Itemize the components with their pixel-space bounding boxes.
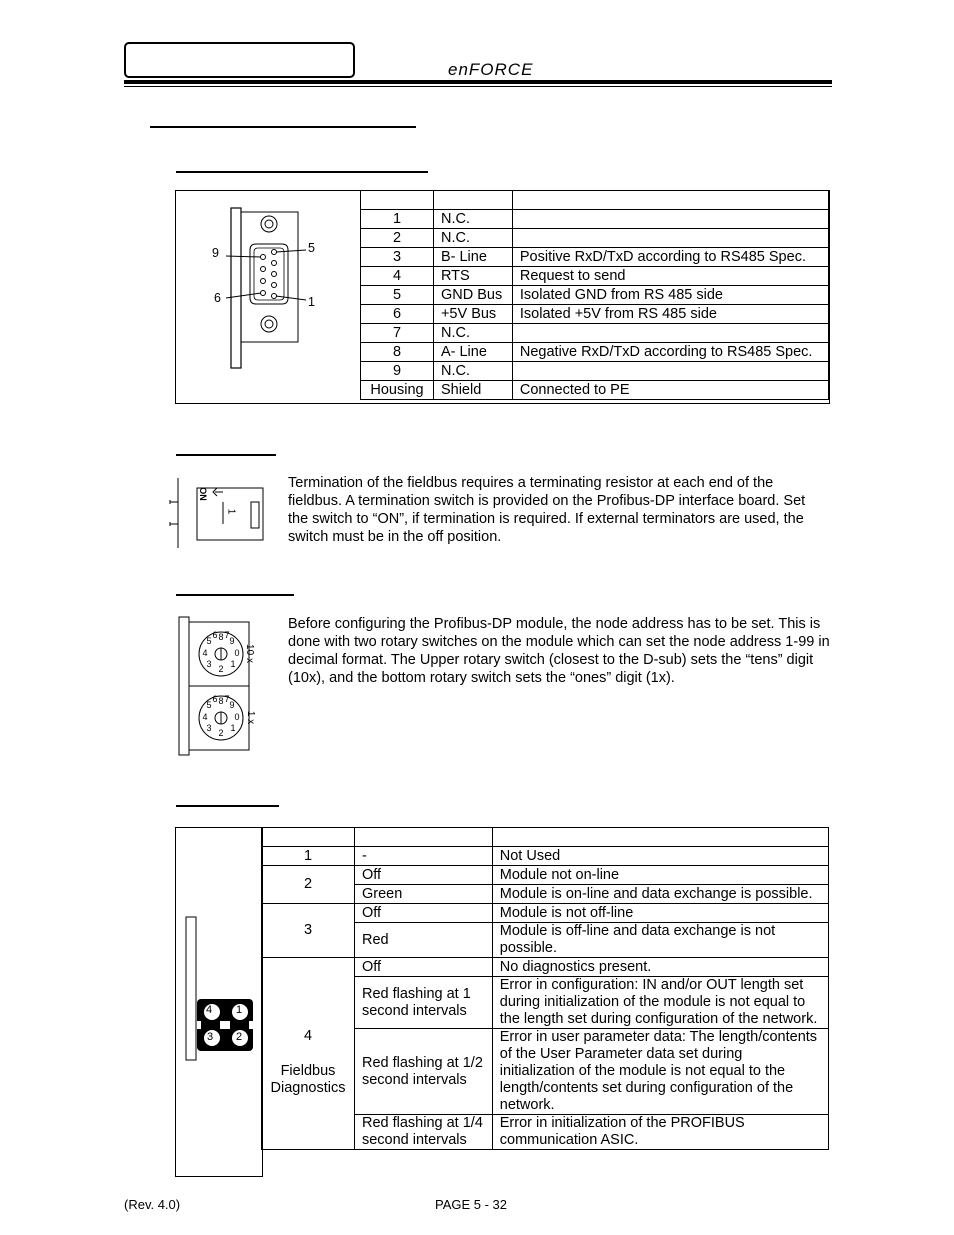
pin-signal: N.C. — [433, 324, 512, 343]
header-rule-thin — [124, 86, 832, 87]
pin-signal: RTS — [433, 267, 512, 286]
pin-signal: N.C. — [433, 362, 512, 381]
section-heading-underline — [150, 126, 416, 128]
termination-heading-underline — [176, 454, 276, 456]
switch-one-label: 1 — [225, 508, 237, 515]
led-description: Module is on-line and data exchange is possible. — [492, 885, 828, 904]
address-heading-underline — [176, 594, 294, 596]
pin-number: 1 — [361, 210, 434, 229]
header-box — [124, 42, 355, 78]
pin-description: Isolated +5V from RS 485 side — [512, 305, 828, 324]
svg-text:5: 5 — [206, 700, 212, 710]
pin-description: Connected to PE — [512, 381, 828, 400]
led-state: Red flashing at 1/2 second intervals — [354, 1029, 492, 1115]
led-state: Red flashing at 1 second intervals — [354, 977, 492, 1029]
pin-label-1: 1 — [308, 295, 315, 309]
pin-number: 3 — [361, 248, 434, 267]
pin-description — [512, 362, 828, 381]
address-text: Before configuring the Profibus-DP module, the node address has to be set. This is done with two rotary switches on the module which can set the node address 1-99 in decimal format. The Upper rotary switch (closest to the D-sub) sets the “tens” digit (10x), and the bottom rotary switch sets the “ones” digit (1x). — [288, 616, 830, 686]
svg-text:9: 9 — [229, 636, 235, 646]
upper-switch-label: 10 x — [243, 644, 255, 663]
svg-text:8: 8 — [218, 632, 224, 642]
table-row — [262, 958, 829, 977]
svg-text:0: 0 — [234, 712, 240, 722]
pin-number: 4 — [361, 267, 434, 286]
led-number: 3 — [262, 904, 355, 958]
pin-number: 5 — [361, 286, 434, 305]
table-row — [262, 866, 829, 885]
led-state: Off — [354, 904, 492, 923]
led-number: 4 — [303, 1028, 313, 1044]
led-description: Module is off-line and data exchange is not possible. — [492, 923, 828, 958]
pin-number: 6 — [361, 305, 434, 324]
svg-text:7: 7 — [224, 630, 230, 640]
pin-label-9: 9 — [212, 246, 219, 260]
led-state: Off — [354, 958, 492, 977]
pin-number: Housing — [361, 381, 434, 400]
pin-description — [512, 229, 828, 248]
svg-text:9: 9 — [229, 700, 235, 710]
svg-text:4: 4 — [202, 648, 208, 658]
termination-switch-drawing — [165, 474, 270, 554]
led-name: Fieldbus Diagnostics — [270, 1063, 346, 1096]
led-module-drawing — [182, 915, 257, 1065]
led-state: Off — [354, 866, 492, 885]
pin-label-5: 5 — [308, 241, 315, 255]
switch-on-label: ON — [197, 487, 208, 501]
pin-number: 9 — [361, 362, 434, 381]
footer-page-number: PAGE 5 - 32 — [435, 1197, 508, 1212]
pin-number: 7 — [361, 324, 434, 343]
dsub-connector-drawing — [178, 200, 358, 375]
table-row — [361, 267, 829, 286]
svg-text:3: 3 — [206, 659, 212, 669]
led-state: Red flashing at 1/4 second intervals — [354, 1115, 492, 1150]
led-number-3: 3 — [207, 1031, 214, 1043]
led-number-2: 2 — [236, 1031, 243, 1043]
table-row — [361, 210, 829, 229]
pin-label-6: 6 — [214, 291, 221, 305]
svg-text:2: 2 — [218, 728, 224, 738]
lower-switch-label: 1 x — [245, 710, 257, 725]
led-state: Green — [354, 885, 492, 904]
pin-signal: Shield — [433, 381, 512, 400]
led-heading-underline — [176, 805, 279, 807]
table-row — [361, 286, 829, 305]
rotary-switches-drawing — [176, 614, 266, 759]
led-number: 2 — [262, 866, 355, 904]
table-row — [361, 362, 829, 381]
pin-description: Isolated GND from RS 485 side — [512, 286, 828, 305]
svg-text:8: 8 — [218, 696, 224, 706]
svg-text:6: 6 — [212, 630, 218, 640]
table-row — [361, 229, 829, 248]
pin-number: 8 — [361, 343, 434, 362]
led-description: No diagnostics present. — [492, 958, 828, 977]
pin-table — [360, 190, 829, 400]
pin-signal: +5V Bus — [433, 305, 512, 324]
table-row — [361, 343, 829, 362]
led-description: Module is not off-line — [492, 904, 828, 923]
led-number: 1 — [262, 847, 355, 866]
pin-description: Negative RxD/TxD according to RS485 Spec. — [512, 343, 828, 362]
led-number-4: 4 — [206, 1004, 213, 1016]
svg-text:1: 1 — [230, 659, 236, 669]
led-description: Error in configuration: IN and/or OUT length set during initialization of the module is not equal to the length set during configuration of the network. — [492, 977, 828, 1029]
svg-text:4: 4 — [202, 712, 208, 722]
pin-signal: N.C. — [433, 210, 512, 229]
table-row — [361, 324, 829, 343]
connector-heading-underline — [176, 171, 428, 173]
table-row — [262, 904, 829, 923]
table-row — [262, 847, 829, 866]
pin-description: Request to send — [512, 267, 828, 286]
termination-text: Termination of the fieldbus requires a terminating resistor at each end of the fieldbus. A termination switch is provided on the Profibus-DP interface board. Set the switch to “ON”, if termination is required. If external terminators are used, the switch must be in the off position. — [288, 475, 806, 545]
led-description: Error in initialization of the PROFIBUS communication ASIC. — [492, 1115, 828, 1150]
led-description: Not Used — [492, 847, 828, 866]
pin-signal: N.C. — [433, 229, 512, 248]
led-description: Error in user parameter data: The length/contents of the User Parameter data set during initialization of the module is not equal to the length/contents set during configuration of the network. — [492, 1029, 828, 1115]
led-state: Red — [354, 923, 492, 958]
led-state: - — [354, 847, 492, 866]
led-number-cell — [262, 958, 355, 1150]
svg-text:0: 0 — [234, 648, 240, 658]
led-description: Module not on-line — [492, 866, 828, 885]
pin-description: Positive RxD/TxD according to RS485 Spec. — [512, 248, 828, 267]
led-table — [261, 827, 829, 1150]
pin-signal: A- Line — [433, 343, 512, 362]
svg-text:5: 5 — [206, 636, 212, 646]
svg-text:1: 1 — [230, 723, 236, 733]
pin-number: 2 — [361, 229, 434, 248]
header-rule — [124, 80, 832, 84]
table-row — [361, 248, 829, 267]
led-table-header — [262, 828, 829, 847]
pin-table-header — [361, 191, 829, 210]
pin-signal: B- Line — [433, 248, 512, 267]
svg-text:6: 6 — [212, 694, 218, 704]
svg-text:2: 2 — [218, 664, 224, 674]
led-number-1: 1 — [236, 1004, 243, 1016]
table-row — [361, 305, 829, 324]
pin-description — [512, 210, 828, 229]
pin-description — [512, 324, 828, 343]
table-row — [361, 381, 829, 400]
footer-revision: (Rev. 4.0) — [124, 1197, 181, 1212]
svg-text:3: 3 — [206, 723, 212, 733]
enforce-logo: enFORCE — [448, 60, 534, 79]
pin-signal: GND Bus — [433, 286, 512, 305]
svg-text:7: 7 — [224, 694, 230, 704]
